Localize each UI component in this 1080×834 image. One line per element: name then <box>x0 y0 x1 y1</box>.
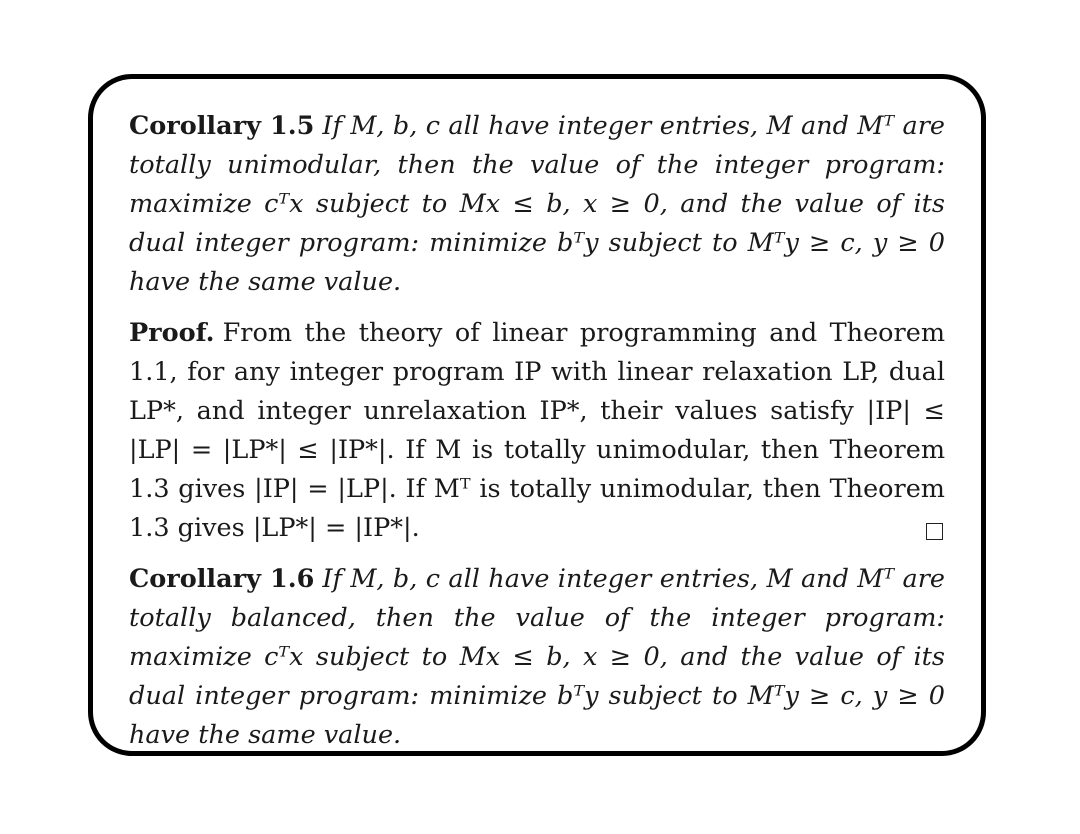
corollary-1-5-text: If M, b, c all have integer entries, M and Mᵀ are totally unimodular, then the value of the integer program: maximize cᵀx subject to Mx ≤ b, x ≥ 0, and the value of its dual integer program: minimize bᵀy subject to Mᵀy ≥ c, y ≥ 0 have the same value. <box>129 111 945 297</box>
corollary-1-6-label: Corollary 1.6 <box>129 564 315 594</box>
corollary-1-6-text: If M, b, c all have integer entries, M and Mᵀ are totally balanced, then the value of the integer program: maximize cᵀx subject to Mx ≤ b, x ≥ 0, and the value of its dual integer program: minimize bᵀy subject to Mᵀy ≥ c, y ≥ 0 have the same value. <box>129 564 945 750</box>
proof-container <box>129 314 945 548</box>
corollary-1-5-label: Corollary 1.5 <box>129 111 315 141</box>
proof-label: Proof. <box>129 318 215 348</box>
corollary-1-6 <box>129 560 945 755</box>
theorem-box <box>88 74 986 756</box>
proof <box>129 314 945 548</box>
qed-square-icon <box>926 523 943 540</box>
corollary-1-5 <box>129 107 945 302</box>
theorem-content <box>129 107 945 767</box>
proof-text: From the theory of linear programming and Theorem 1.1, for any integer program IP with linear relaxation LP, dual LP*, and integer unrelaxation IP*, their values satisfy |IP| ≤ |LP| = |LP*| ≤ |IP*|. If M is totally unimodular, then Theorem 1.3 gives |IP| = |LP|. If Mᵀ is totally unimodular, then Theorem 1.3 gives |LP*| = |IP*|. <box>129 318 945 543</box>
